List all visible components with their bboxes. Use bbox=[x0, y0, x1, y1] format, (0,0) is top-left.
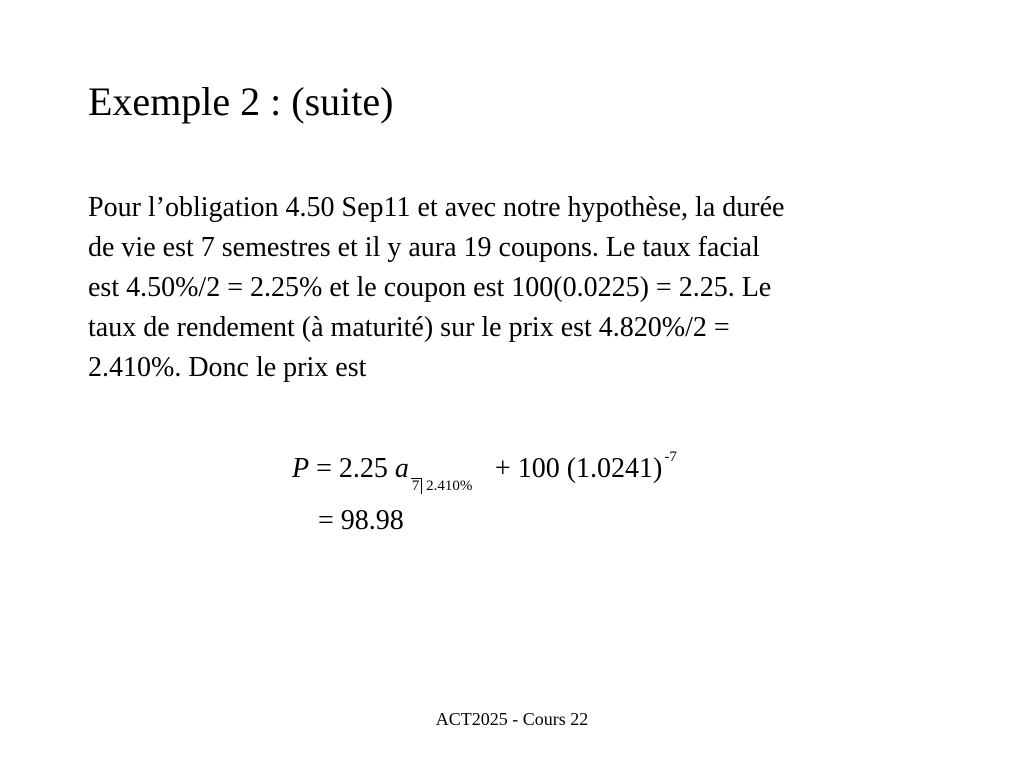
annuity-letter: a bbox=[394, 453, 409, 484]
body-line: 2.410%. Donc le prix est bbox=[88, 352, 367, 383]
formula-exponent: -7 bbox=[664, 449, 677, 465]
formula-result: = 98.98 bbox=[318, 505, 404, 536]
formula-row-1 bbox=[292, 449, 677, 494]
annuity-term: 7 bbox=[411, 478, 423, 494]
annuity-rate: 2.410% bbox=[422, 478, 473, 494]
formula-row-2 bbox=[292, 504, 677, 540]
body-line: de vie est 7 semestres et il y aura 19 coupons. Le taux facial bbox=[88, 232, 760, 263]
annuity-symbol bbox=[394, 452, 473, 494]
slide-footer: ACT2025 - Cours 22 bbox=[435, 709, 589, 729]
formula-plus-term: + 100 (1.0241) bbox=[494, 453, 663, 484]
annuity-subscript bbox=[411, 478, 473, 494]
body-line: taux de rendement (à maturité) sur le prix est 4.820%/2 = bbox=[88, 312, 730, 343]
slide-title: Exemple 2 : (suite) bbox=[88, 79, 394, 124]
formula-price-variable: P bbox=[292, 453, 310, 484]
price-formula bbox=[292, 449, 677, 540]
formula-coefficient: = 2.25 bbox=[309, 453, 395, 484]
body-line: Pour l’obligation 4.50 Sep11 et avec notre hypothèse, la durée bbox=[88, 192, 785, 223]
slide-body bbox=[88, 188, 948, 388]
body-line: est 4.50%/2 = 2.25% et le coupon est 100(0.0225) = 2.25. Le bbox=[88, 272, 772, 303]
